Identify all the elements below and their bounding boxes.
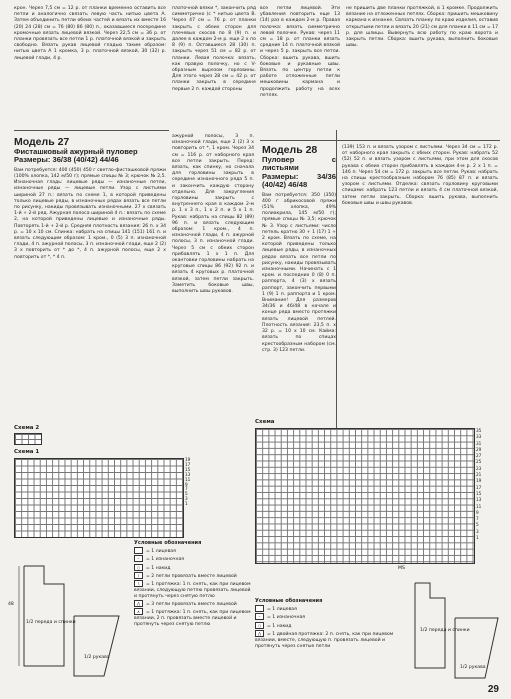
purl-symbol-icon: – [134, 555, 143, 562]
legend-item: = 1 накид [267, 623, 292, 629]
text-col4-top: не пришить две планки протяжкой, в 1 кромке. Продолжить вязание на отложенных петлях. Сборка: пришить мешковину кармана к изнанке. Связать планку по краю изделия, оставив открытыми петли и вязать 20 (21) см для планки в 11 см = 17 р. для шлицы. Вывернуть всю работу по краю ворота и закрыть петли. Сборка: вшить рукава, выполнить боковые швы. [346, 6, 498, 49]
legend-item: = 1 лицевая [267, 607, 297, 613]
yarn-over-symbol-icon: ○ [134, 564, 143, 571]
legend-left [134, 540, 254, 628]
legend-item: = 1 изнаночная [267, 615, 306, 621]
back-label: 1/2 переда и спинки [26, 620, 76, 625]
scheme1-label: Схема 1 [14, 449, 40, 455]
legend-left-title: Условные обозначения [134, 540, 202, 546]
knit-symbol-icon [255, 605, 264, 612]
divider [14, 130, 169, 131]
model27-title: Модель 27 [14, 136, 70, 148]
model27-block [14, 137, 166, 261]
ssk-symbol-icon: ∖ [134, 580, 143, 587]
legend-item: = 1 изнаночная [146, 557, 185, 563]
model28-schematic [410, 578, 505, 688]
text-col2-top: платочной вязки *, закончить ряд симметрично (с * нитью цвета В. Через 47 см = 76 р. от планки закрыть с обеих сторон для плечевых скосов по 8 (9) п. и далее в каждом 2-м р. еще 2 х по 8 (9) п. Оставшиеся 28 (30) п. закрыть через 51 см = 82 р. от планки. Левая полочка: вязать, как правую полочку, но с V-образным вырезом горловины. Для этого через 28 см = 42 р. от планки закрыть в середине первые 2 п. каждой стороны [172, 6, 256, 92]
legend-item: = 3 петли провязать вместе лицевой [146, 602, 237, 608]
page-number: 29 [487, 684, 499, 695]
text-col2-mid: ажурной полосы, 3 п. изнаночной глади, еще 2 (2) 3 х повторить от *, 1 кром. Через 34 см = 116 р. от наборного края все петли закрыть. Перед: вязать, как спинку, но сначала для горловины закрыть в середине изнаночного ряда 5 п. и закончить каждую сторону отдельно. Для закругления горловины закрыть с внутреннего края в каждом 2-м р. 1 х 3 п., 1 х 2 п. и 5 х 1 п. Рукав: набрать на спицы 82 (89) 96 п. и вязать следующим образом: 1 кром., 4 п. изнаночной глади, 4 п. ажурной полосы, 3 п. изнаночной глади. Через 5 см с обеих сторон прибавлять 1 х 1 п. Для окантовки горловины набрать на круговые спицы 86 (92) 92 п. и вязать 4 круговых р. платочной вязкой, затем петли закрыть. Заметить боковые швы, выполнить швы рукавов. [172, 134, 254, 295]
model27-sizes: Размеры: 36/38 (40/42) 44/46 [14, 155, 119, 165]
yarn-over-symbol-icon: ○ [255, 622, 264, 629]
scheme1-chart [14, 458, 184, 538]
model27-subtitle: Фисташковый ажурный пуловер [14, 147, 138, 156]
legend-item: = 1 двойная протяжка: 2 п. снять, как при лицевом вязании, вместе, следующую п. провязать лицевой и протянуть через снятые петли [255, 631, 394, 649]
text-col3-top: все петли лицевой. Эти убавления повторить еще 13 (14) раз в каждом 2-м р. Правая полочка: вязать симметрично левой полочке. Рукав: через 11 см = 18 р. от планки вязать средние 14 п. платочной вязкой и через 5 р. закрыть все петли. Сборка: вшить рукава, вшить боковые и рукавные швы. Вязать по центру петли к работе отложенные петли мешковины кармана и продолжить работу на всех петлях. [260, 6, 340, 98]
legend-item: = 1 протяжка: 1 п. снять, как при лицевом вязании, 2 п. провязать вместе лицевой и протянуть через снятую петлю [134, 610, 251, 628]
sleeve-label: 1/2 рукава [84, 655, 110, 660]
legend-item: = 1 протяжка: 1 п. снять, как при лицевом вязании, следующую петлю провязать лицевой и протянуть через снятую петлю [134, 582, 251, 600]
scheme2-chart [14, 433, 42, 445]
sk2p-symbol-icon: ⋏ [134, 608, 143, 615]
legend-item: = 2 петли провязать вместе лицевой [146, 573, 237, 579]
k3tog-symbol-icon: ⋀ [134, 600, 143, 607]
scheme1-row-numbers: 19 17 15 13 11 9 7 5 3 1 [185, 457, 191, 507]
model28-scheme-label: Схема [255, 419, 275, 425]
legend-right [255, 598, 405, 650]
legend-right-title: Условные обозначения [255, 598, 323, 604]
model28-sizes: Размеры: 34/36 (40/42) 46/48 [262, 171, 336, 190]
model28-back-label: 1/2 переда и спинки [420, 628, 470, 633]
model28-row-numbers: 35 33 31 29 27 25 23 21 19 17 15 13 11 9 7 5 3 1 [476, 428, 482, 541]
legend-item: = 1 накид [146, 565, 171, 571]
model28-title: Модель 28 [262, 144, 318, 156]
model28-subtitle: Пуловер с листьями [262, 155, 336, 173]
purl-symbol-icon: – [255, 613, 264, 620]
model27-body: Вам потребуется: 400 (450) 450 г светло-фисташковой пряжи (100% хлопка, 142 м/50 г); прямые спицы № 3; крючок № 2,5. Изнаночная гладь: лицевые ряды — изнаночные петли, изнаночные ряды — лицевые петли. Узор с листьями шириной 27 п.: вязать по схеме 1, в которой приведены только лицевые ряды, в изнаночных рядах вязать все петли по рисунку, накиды провязывать изнаночными. 27 х связать 1-й + 2-й ряд. Ажурная полоса шириной 4 п.: вязать по схеме 2, на которой приведены лицевые и изнаночные ряды. Повторять 1-й + 2-й р. Средняя плотность вязания: 26 п. x 34 р. = 10 х 10 см. Спинка: набрать на спицы 141 (151) 161 п. и вязать следующим образом: 1 кром., 0 (5) 3 п. изнаночной глади, 4 п. ажурной полосы, 3 п. изнаночной глади, еще 2 (2) 3 х повторить от * до *, 4 п. ажурной полосы, еще 2 х повторить от *, * 4 п. [14, 167, 166, 260]
text-col4-mid: (139) 153 п. и вязать узором с листьями. Через 34 см = 172 р. от наборного края закрыть с обеих сторон. Рукав: набрать 52 (52) 52 п. и вязать узором с листьями, при этом для скосов рукава с обеих сторон прибавлять в каждом 4-м р. 2 х 1 п. = 146 п. Через 54 см = 172 р. закрыть все петли. Рукав: набрать на спицы крестообразным набором 76 (85) 87 п. и вязать узором с листьями. Отделка: связать горловину круговыми спицами: набрать 123 петли и вязать 4 см платочной вязкой, затем петли закрыть. Сборка: вшить рукава, выполнить боковые швы и швы рукавов. [342, 145, 498, 206]
model28-sleeve-label: 1/2 рукава [460, 665, 486, 670]
knit-symbol-icon [134, 547, 143, 554]
model28-body: Вам потребуется: 350 (350) 400 г абрикосовой пряжи (51% хлопка, 49% полиакрила, 145 м/50 г); прямые спицы № 3,5; крючок № 3. Узор с листьями: число петель кратно 30 + 1 (17) 1 + 2 кром. Вязать по схеме, на которой приведены только лицевые ряды, в изнаночных рядах вязать все петли по рисунку, накиды провязывать изнаночными. Начинать с 1 кром. и последних 0 (8) 0 п. раппорта, 4 (3) х вязать раппорт, закончить первыми 1 (9) 1 п. раппорта и 1 кром. Внимание! Для размеров 34/36 и 46/48 в начале и конце ряда вместо протяжки вязать лицевой петлей. Плотность вязания: 23,5 п. х 32 р. = 10 х 10 см. Кайма: вязать по спицах крестообразным набором (см. стр. 3) 123 петли. [262, 192, 336, 353]
dim-48: 48 [8, 602, 14, 607]
text-col1-top: крон. Через 7,5 см = 12 р. от планки временно оставить все петли и аналогично связать левую часть нитью цвета А. Затем объединить петли обеих частей и вязать их вместе 16 (20) 24 (28) см = 76 (80) 86 (80) п., оказавшиеся посередине кромочные вязать лицевой вязкой. Через 22,5 см = 36 р. от планки провязать все петли 1 р. платочной вязкой и закрыть свободно. Вязать рукав лицевой гладью таким образом: нитью цвета А 1 кромка, 3 р. платочной вязкой, 30 (32) р. лицевой глади, 4 р. [14, 6, 166, 61]
divider [260, 140, 500, 141]
double-decrease-symbol-icon: ⋀ [255, 630, 264, 637]
ms-label: MS [398, 566, 405, 571]
divider [336, 130, 337, 430]
model28-block [262, 145, 336, 354]
model28-scheme-chart [255, 428, 475, 564]
legend-item: = 1 лицевая [146, 549, 176, 555]
scheme2-label: Схема 2 [14, 425, 40, 431]
k2tog-symbol-icon: ∕ [134, 572, 143, 579]
